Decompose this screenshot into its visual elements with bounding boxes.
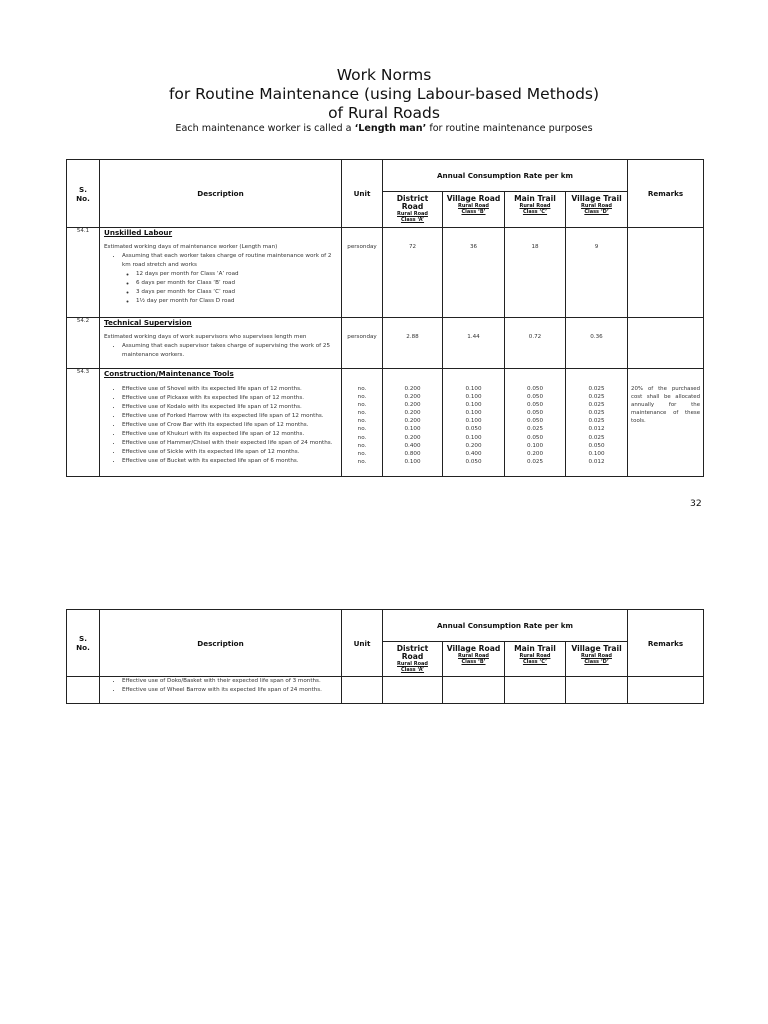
list-item: • Effective use of Forked Harrow with its expected life span of 12 months. — [122, 412, 341, 421]
col-header-description: Description — [100, 160, 342, 228]
norms-table — [66, 159, 704, 477]
list-item: ◦ 1⅟₂ day per month for Class D road — [136, 297, 341, 306]
list-item: • Effective use of Doko/Basket with their expected life span of 3 months. — [122, 677, 341, 686]
row-sno: 54.1 — [67, 228, 100, 318]
list-item: • Effective use of Hammer/Chisel with their expected life span of 24 months. — [122, 439, 341, 448]
list-item: ◦ 3 days per month for Class ‘C’ road — [136, 288, 341, 297]
section-title: Technical Supervision — [104, 318, 192, 327]
row-unit: personday — [342, 318, 383, 369]
col-header-village-road: Village Road Rural Road Class ‘B’ — [443, 192, 505, 228]
value-class-b — [443, 677, 505, 704]
row-intro: Estimated working days of maintenance worker (Length man) — [104, 244, 278, 250]
list-item: • Effective use of Pickaxe with its expected life span of 12 months. — [122, 394, 341, 403]
list-item: • Assuming that each supervisor takes charge of supervising the work of 25 maintenance workers. — [122, 342, 341, 360]
col-header-sno: S. No. — [67, 610, 100, 677]
subtitle — [0, 123, 768, 134]
row-sno — [67, 677, 100, 704]
col-header-remarks: Remarks — [628, 160, 704, 228]
col-header-unit: Unit — [342, 160, 383, 228]
row-unit — [342, 677, 383, 704]
list-item: • Effective use of Sickle with its expected life span of 12 months. — [122, 448, 341, 457]
title-line-3: of Rural Roads — [328, 104, 440, 122]
subtitle-emphasis: ‘Length man’ — [354, 123, 427, 134]
list-item: • Effective use of Kodalo with its expected life span of 12 months. — [122, 403, 341, 412]
col-header-unit: Unit — [342, 610, 383, 677]
row-unit: personday — [342, 228, 383, 318]
row-remarks: 20% of the purchased cost shall be allocated annually for the maintenance of these tools. — [628, 369, 704, 477]
title-line-1: Work Norms — [336, 66, 432, 84]
section-title: Construction/Maintenance Tools — [104, 369, 234, 378]
row-sno: 54.3 — [67, 369, 100, 477]
col-header-sno: S. No. — [67, 160, 100, 228]
list-item: • Effective use of Wheel Barrow with its expected life span of 24 months. — [122, 686, 341, 695]
list-item: • Effective use of Khukuri with its expected life span of 12 months. — [122, 430, 341, 439]
value-class-a — [383, 677, 443, 704]
value-class-c: 0.72 — [505, 318, 566, 369]
table-row — [67, 369, 704, 477]
norms-table-continued — [66, 609, 704, 704]
value-class-d: 0.025 0.025 0.025 0.025 0.025 0.012 0.025 0.050 0.100 0.012 — [566, 369, 628, 477]
value-class-b: 36 — [443, 228, 505, 318]
list-item: • Effective use of Shovel with its expected life span of 12 months. — [122, 385, 341, 394]
col-header-main-trail: Main Trail Rural Road Class ‘C’ — [505, 192, 566, 228]
col-header-village-road: Village Road Rural Road Class ‘B’ — [443, 642, 505, 677]
table-row — [67, 228, 704, 318]
value-class-a: 72 — [383, 228, 443, 318]
col-header-main-trail: Main Trail Rural Road Class ‘C’ — [505, 642, 566, 677]
list-item: • Effective use of Bucket with its expected life span of 6 months. — [122, 457, 341, 466]
list-item: ◦ 6 days per month for Class ‘B’ road — [136, 279, 341, 288]
col-header-description: Description — [100, 610, 342, 677]
value-class-d: 0.36 — [566, 318, 628, 369]
row-remarks — [628, 318, 704, 369]
value-class-a: 0.200 0.200 0.200 0.200 0.200 0.100 0.200 0.400 0.800 0.100 — [383, 369, 443, 477]
row-intro: Estimated working days of work supervisors who supervises length men — [104, 334, 307, 340]
value-class-a: 2.88 — [383, 318, 443, 369]
row-remarks — [628, 228, 704, 318]
row-description — [100, 677, 342, 704]
title-line-2: for Routine Maintenance (using Labour-based Methods) — [168, 85, 600, 103]
col-header-district-road: District Road Rural Road Class ‘A’ — [383, 192, 443, 228]
list-item: • Assuming that each worker takes charge of routine maintenance work of 2 km road stretch and works — [122, 252, 341, 270]
subtitle-text-end: for routine maintenance purposes — [426, 123, 593, 134]
col-header-village-trail: Village Trail Rural Road Class ‘D’ — [566, 642, 628, 677]
table-row — [67, 318, 704, 369]
value-class-c — [505, 677, 566, 704]
value-class-d — [566, 677, 628, 704]
page-number: 32 — [690, 498, 702, 509]
row-description — [100, 318, 342, 369]
list-item: • Effective use of Crow Bar with its expected life span of 12 months. — [122, 421, 341, 430]
list-item: ◦ 12 days per month for Class ‘A’ road — [136, 270, 341, 279]
col-header-annual: Annual Consumption Rate per km — [383, 160, 628, 192]
value-class-d: 9 — [566, 228, 628, 318]
row-unit: no. no. no. no. no. no. no. no. no. no. — [342, 369, 383, 477]
col-header-district-road: District Road Rural Road Class ‘A’ — [383, 642, 443, 677]
section-title: Unskilled Labour — [104, 228, 173, 237]
value-class-b: 1.44 — [443, 318, 505, 369]
value-class-c: 0.050 0.050 0.050 0.050 0.050 0.025 0.050 0.100 0.200 0.025 — [505, 369, 566, 477]
row-sno: 54.2 — [67, 318, 100, 369]
value-class-b: 0.100 0.100 0.100 0.100 0.100 0.050 0.100 0.200 0.400 0.050 — [443, 369, 505, 477]
table-row — [67, 677, 704, 704]
subtitle-text: Each maintenance worker is called a — [175, 123, 355, 134]
row-description — [100, 228, 342, 318]
col-header-village-trail: Village Trail Rural Road Class ‘D’ — [566, 192, 628, 228]
col-header-remarks: Remarks — [628, 610, 704, 677]
value-class-c: 18 — [505, 228, 566, 318]
row-remarks — [628, 677, 704, 704]
row-description — [100, 369, 342, 477]
col-header-annual: Annual Consumption Rate per km — [383, 610, 628, 642]
